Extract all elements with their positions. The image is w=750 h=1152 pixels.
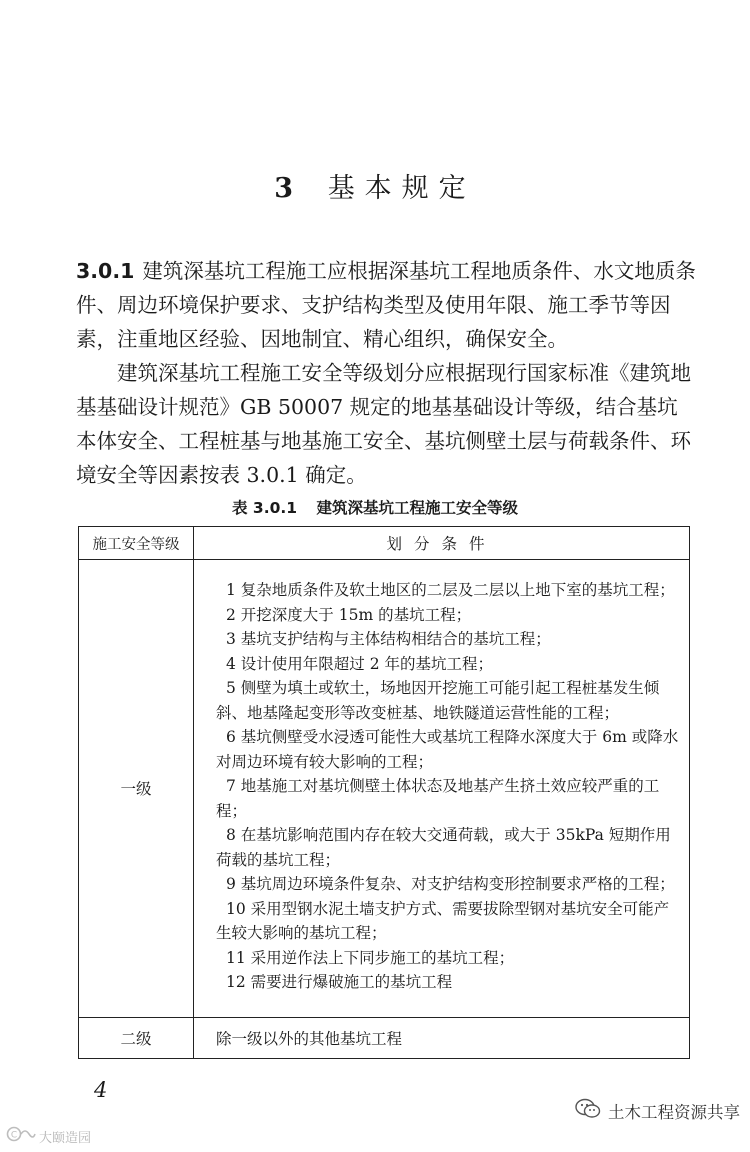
watermark-right-text: 土木工程资源共享 [608,1103,740,1122]
chapter-heading [0,166,750,205]
header-conditions: 划分条件 [194,527,690,560]
condition-item: 5 侧壁为填土或软土，场地因开挖施工可能引起工程桩基发生倾斜、地基隆起变形等改变桩基、地铁隧道运营性能的工程； [216,679,660,722]
svg-text:C: C [10,1130,18,1141]
safety-grade-table [78,526,690,1059]
clause-number: 3.0.1 [76,259,135,283]
table-header-row [79,527,690,560]
grade-level-cell: 一级 [79,560,194,1018]
condition-item: 4 设计使用年限超过 2 年的基坑工程； [226,654,494,673]
table-caption [0,496,750,518]
paragraph-1-text: 建筑深基坑工程施工应根据深基坑工程地质条件、水文地质条件、周边环境保护要求、支护结构类型及使用年限、施工季节等因素，注重地区经验、因地制宜、精心组织，确保安全。 [76,259,696,351]
clause-paragraph-1 [76,254,696,356]
page-number: 4 [94,1078,108,1102]
condition-item: 12 需要进行爆破施工的基坑工程 [226,973,453,991]
condition-item: 6 基坑侧壁受水浸透可能性大或基坑工程降水深度大于 6m 或降水对周边环境有较大影响的工程； [216,728,679,771]
condition-item: 9 基坑周边环境条件复杂、对支护结构变形控制要求严格的工程； [226,875,675,893]
condition-item: 11 采用逆作法上下同步施工的基坑工程； [226,948,515,967]
watermark-left [6,1126,91,1146]
table-caption-title: 建筑深基坑工程施工安全等级 [316,499,518,517]
grade-conditions-cell: 除一级以外的其他基坑工程 [194,1017,690,1058]
condition-item: 1 复杂地质条件及软土地区的二层及二层以上地下室的基坑工程； [226,581,675,599]
watermark-left-text: 大颐造园 [39,1130,92,1146]
condition-item: 8 在基坑影响范围内存在较大交通荷载，或大于 35kPa 短期作用荷载的基坑工程； [216,826,671,869]
grade-conditions-cell [194,560,690,1018]
condition-item: 10 采用型钢水泥土墙支护方式、需要拔除型钢对基坑安全可能产生较大影响的基坑工程； [216,899,670,942]
table-caption-number: 表 3.0.1 [232,499,298,517]
condition-item: 3 基坑支护结构与主体结构相结合的基坑工程； [226,630,551,648]
condition-item: 7 地基施工对基坑侧壁土体状态及地基产生挤土效应较严重的工程； [216,777,660,820]
grade-level-cell: 二级 [79,1017,194,1058]
table-row [79,560,690,1018]
chapter-title: 基本规定 [327,173,476,204]
copyright-loop-icon [6,1125,36,1147]
chapter-number: 3 [274,173,304,204]
clause-paragraph-2: 建筑深基坑工程施工安全等级划分应根据现行国家标准《建筑地基基础设计规范》GB 50007 规定的地基基础设计等级，结合基坑本体安全、工程桩基与地基施工安全、基坑侧壁土层与荷载条件、环境安全等因素按表 3.0.1 确定。 [76,361,691,487]
table-row [79,1017,690,1058]
watermark-right [574,1098,740,1124]
condition-item: 2 开挖深度大于 15m 的基坑工程； [226,605,472,624]
header-level: 施工安全等级 [79,527,194,560]
wechat-icon [574,1097,602,1125]
